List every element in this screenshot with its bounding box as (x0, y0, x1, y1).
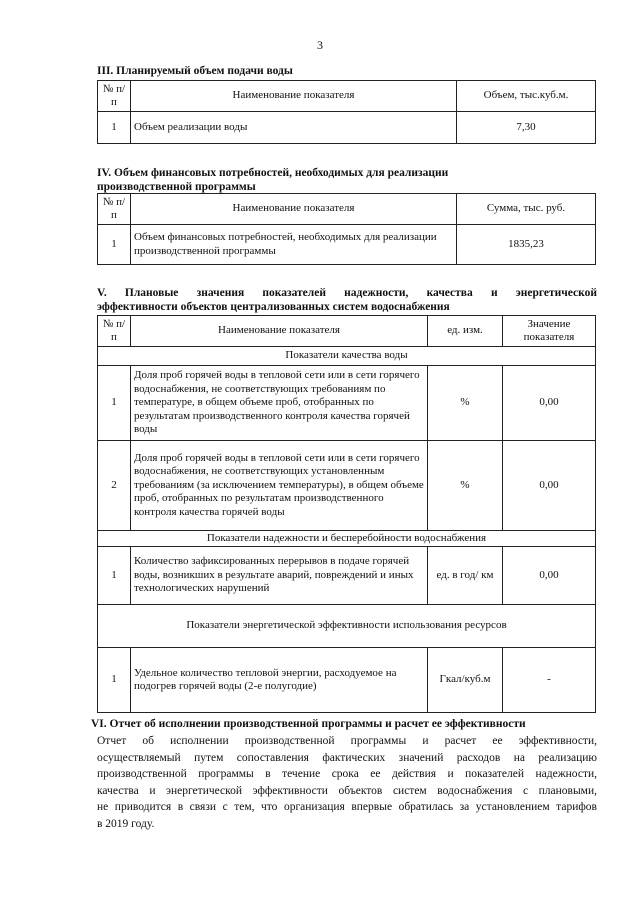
section5-table (97, 315, 596, 713)
section4-title-line2: производственной программы (97, 181, 256, 193)
col-unit-header: ед. изм. (428, 316, 503, 347)
col-name-header: Наименование показателя (131, 81, 457, 112)
section5-title (97, 286, 597, 314)
col-name-header: Наименование показателя (131, 316, 428, 347)
paragraph-line: Отчет об исполнении производственной программы и расчет ее эффективности, (97, 735, 597, 747)
col-number-header: № п/п (98, 194, 131, 225)
col-name-header: Наименование показателя (131, 194, 457, 225)
group-quality-header: Показатели качества воды (98, 347, 596, 366)
paragraph-line: осуществляемый путем сопоставления фактических значений расходов на реализацию (97, 751, 597, 764)
section3-table (97, 80, 596, 144)
paragraph-line: качества и энергетической эффективности объектов систем водоснабжения с плановыми, (97, 784, 597, 797)
row-value: 1835,23 (457, 225, 596, 265)
row-name: Доля проб горячей воды в тепловой сети или в сети горячего водоснабжения, не соответствующих установленным требованиям (за исключением температуры), в общем объеме проб, отобранных по результатам производственного контроля качества горячей воды (131, 441, 428, 531)
paragraph-line: не приводится в связи с тем, что организация впервые обратилась за установлением тарифов (97, 801, 597, 813)
row-name: Объем финансовых потребностей, необходимых для реализации производственной программы (131, 225, 457, 265)
col-volume-header: Объем, тыс.куб.м. (457, 81, 596, 112)
row-number: 1 (98, 547, 131, 605)
paragraph-line: производственной программы в течение срока ее действия и показателей надежности, (97, 768, 597, 780)
col-number-header: № п/п (98, 81, 131, 112)
row-value: - (503, 648, 596, 713)
row-unit: ед. в год/ км (428, 547, 503, 605)
paragraph-line: в 2019 году. (97, 817, 155, 830)
row-name: Количество зафиксированных перерывов в подаче горячей воды, возникших в результате аварий, повреждений и иных технологических нарушений (131, 547, 428, 605)
col-sum-header: Сумма, тыс. руб. (457, 194, 596, 225)
table-row (98, 648, 596, 713)
row-value: 0,00 (503, 366, 596, 441)
section5-title-line2: эффективности объектов централизованных систем водоснабжения (97, 301, 450, 313)
row-unit: Гкал/куб.м (428, 648, 503, 713)
section3-title: III. Планируемый объем подачи воды (97, 65, 293, 77)
group-energy-header: Показатели энергетической эффективности использования ресурсов (98, 605, 596, 648)
row-number: 1 (98, 648, 131, 713)
section4-title-line1: IV. Объем финансовых потребностей, необходимых для реализации (97, 167, 449, 179)
row-number: 1 (98, 112, 131, 144)
section5-title-line1: V. Плановые значения показателей надежности, качества и энергетической (97, 287, 597, 299)
group-reliability-header: Показатели надежности и бесперебойности водоснабжения (98, 531, 596, 547)
row-number: 1 (98, 225, 131, 265)
row-number: 1 (98, 366, 131, 441)
section4-table (97, 193, 596, 265)
section6-paragraph (97, 733, 597, 832)
table-row (98, 366, 596, 441)
col-value-header: Значение показателя (503, 316, 596, 347)
table-row (98, 112, 596, 144)
col-number-header: № п/п (98, 316, 131, 347)
row-name: Объем реализации воды (131, 112, 457, 144)
row-name: Удельное количество тепловой энергии, расходуемое на подогрев горячей воды (2-е полугодие) (131, 648, 428, 713)
table-row (98, 441, 596, 531)
section6-title: VI. Отчет об исполнении производственной программы и расчет ее эффективности (91, 718, 526, 730)
row-number: 2 (98, 441, 131, 531)
row-value: 0,00 (503, 441, 596, 531)
row-name: Доля проб горячей воды в тепловой сети или в сети горячего водоснабжения, не соответствующих требованиям по температуре, в общем объеме проб, отобранных по результатам производственного контроля качества горячей воды (131, 366, 428, 441)
section4-title (97, 166, 597, 194)
table-row (98, 547, 596, 605)
row-value: 0,00 (503, 547, 596, 605)
table-row (98, 225, 596, 265)
page-number: 3 (317, 38, 323, 52)
row-unit: % (428, 441, 503, 531)
row-value: 7,30 (457, 112, 596, 144)
row-unit: % (428, 366, 503, 441)
